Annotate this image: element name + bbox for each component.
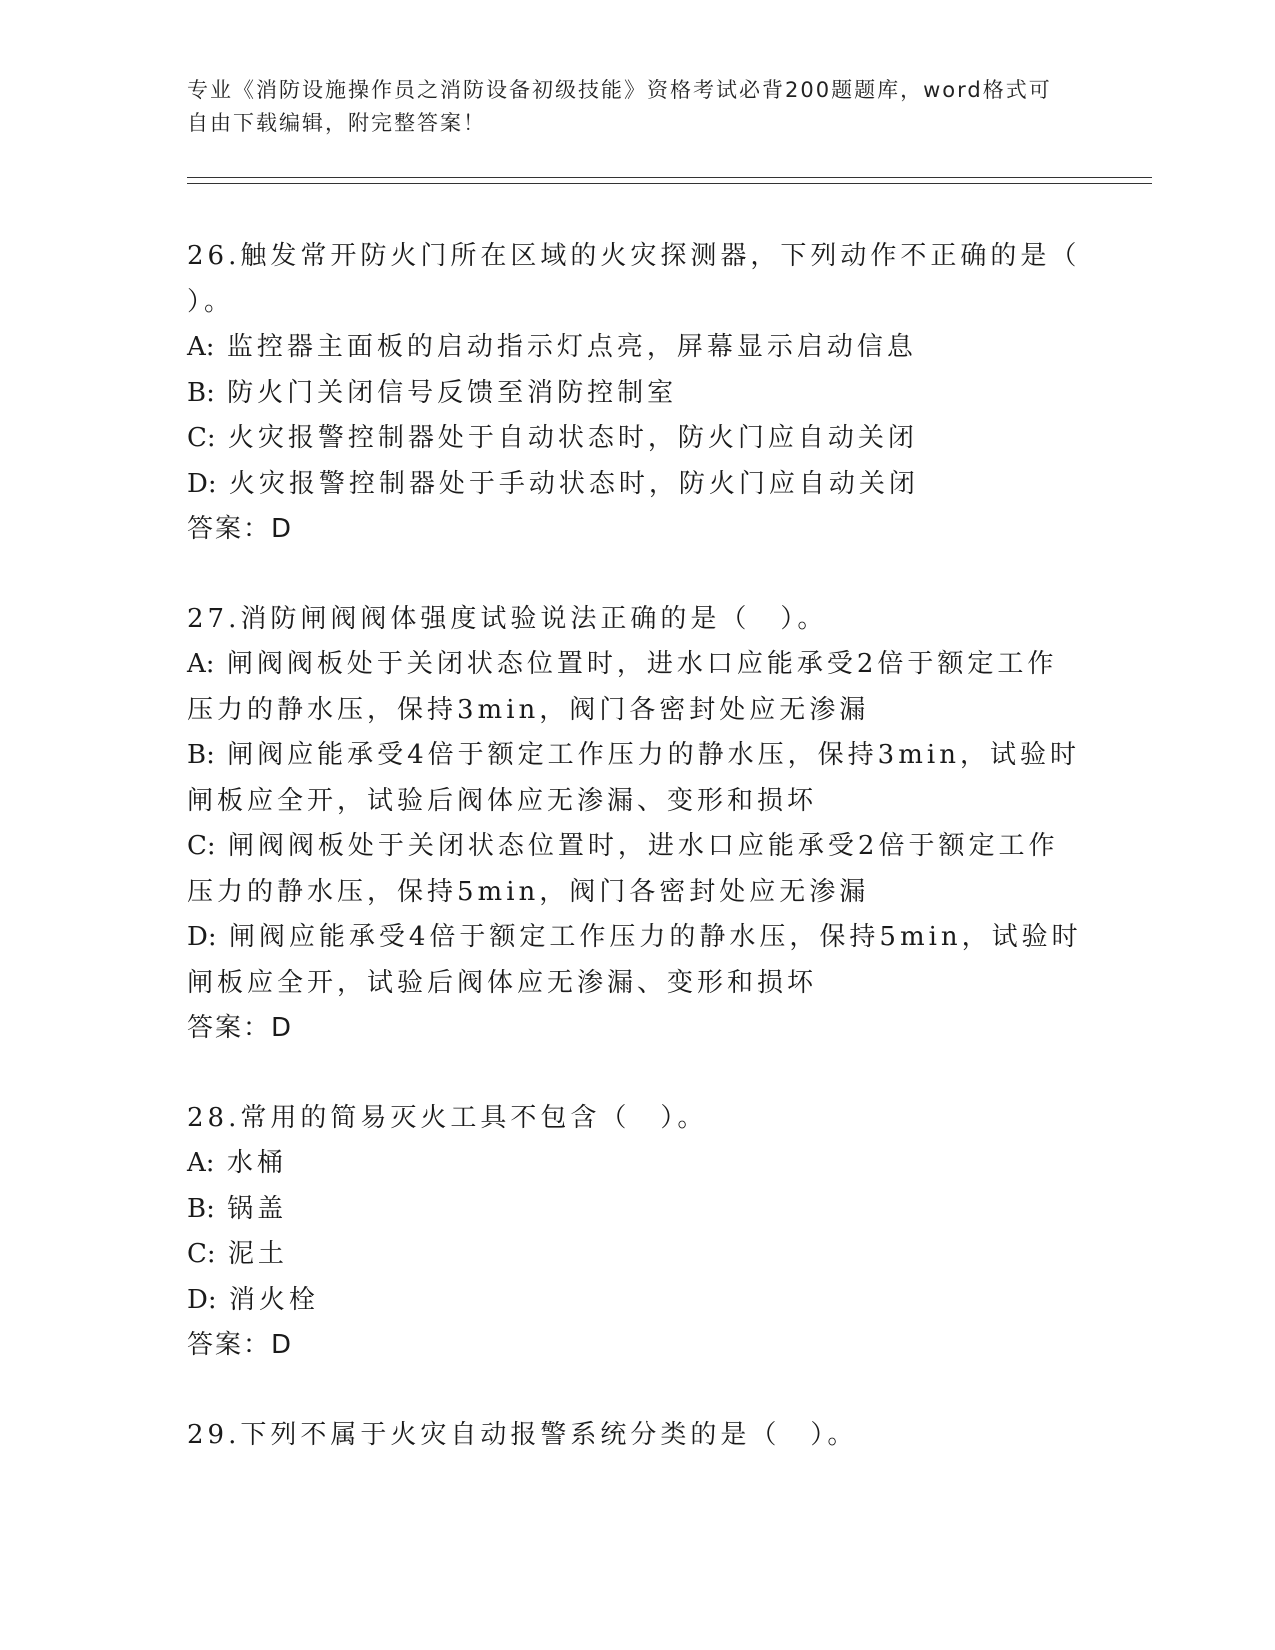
option-letter: B: [187,1193,215,1224]
option-letter: D: [187,468,217,499]
option-b [187,1187,1087,1233]
option-d [187,1278,1087,1324]
option-a [187,1141,1087,1187]
option-text: 水桶 [226,1148,287,1178]
option-text: 闸阀阀板处于关闭状态位置时，进水口应能承受2倍于额定工作压力的静水压，保持5min，阀门各密封处应无渗漏 [187,831,1059,907]
option-letter: D: [187,922,217,952]
answer-line: 答案：D [187,1330,294,1360]
option-letter: A: [187,1148,215,1178]
header-divider-bottom [187,183,1152,184]
option-text: 锅盖 [227,1193,288,1224]
answer-line: 答案：D [187,1013,294,1043]
option-d [187,915,1087,1006]
document-header: 专业《消防设施操作员之消防设备初级技能》资格考试必背200题题库，word格式可自由下载编辑，附完整答案！ [187,78,1052,135]
option-letter: D: [187,1284,217,1315]
option-c [187,416,1087,462]
question-29 [187,1413,1087,1459]
option-text: 闸阀应能承受4倍于额定工作压力的静水压，保持5min，试验时闸板应全开，试验后阀体应无渗漏、变形和损坏 [187,922,1082,998]
option-a [187,325,1087,371]
option-text: 闸阀应能承受4倍于额定工作压力的静水压，保持3min，试验时闸板应全开，试验后阀体应无渗漏、变形和损坏 [187,740,1080,816]
question-27 [187,597,1087,1052]
question-stem: 27.消防闸阀阀体强度试验说法正确的是（ ）。 [187,603,828,634]
option-letter: C: [187,831,216,861]
question-stem: 28.常用的简易灭火工具不包含（ ）。 [187,1102,708,1133]
option-b [187,733,1087,824]
option-c [187,1232,1087,1278]
option-text: 火灾报警控制器处于手动状态时，防火门应自动关闭 [228,468,919,499]
option-letter: B: [187,377,215,408]
option-text: 防火门关闭信号反馈至消防控制室 [227,377,678,408]
option-letter: B: [187,740,215,770]
question-stem: 26.触发常开防火门所在区域的火灾探测器，下列动作不正确的是（ ）。 [187,241,1141,317]
answer-line: 答案：D [187,514,294,544]
option-a [187,642,1087,733]
option-letter: C: [187,423,216,453]
option-b [187,371,1087,417]
question-26 [187,234,1141,553]
option-text: 闸阀阀板处于关闭状态位置时，进水口应能承受2倍于额定工作压力的静水压，保持3min，阀门各密封处应无渗漏 [187,649,1058,725]
option-d [187,462,1087,508]
option-text: 火灾报警控制器处于自动状态时，防火门应自动关闭 [227,423,918,453]
question-list [187,234,1141,1502]
question-stem: 29.下列不属于火灾自动报警系统分类的是（ ）。 [187,1419,858,1450]
option-text: 监控器主面板的启动指示灯点亮，屏幕显示启动信息 [226,332,917,362]
option-c [187,824,1087,915]
header-divider-top [187,177,1152,178]
question-28 [187,1096,1087,1369]
option-letter: A: [187,332,215,362]
option-letter: A: [187,649,215,679]
option-text: 消火栓 [228,1284,319,1315]
option-text: 泥土 [227,1239,288,1269]
option-letter: C: [187,1239,216,1269]
